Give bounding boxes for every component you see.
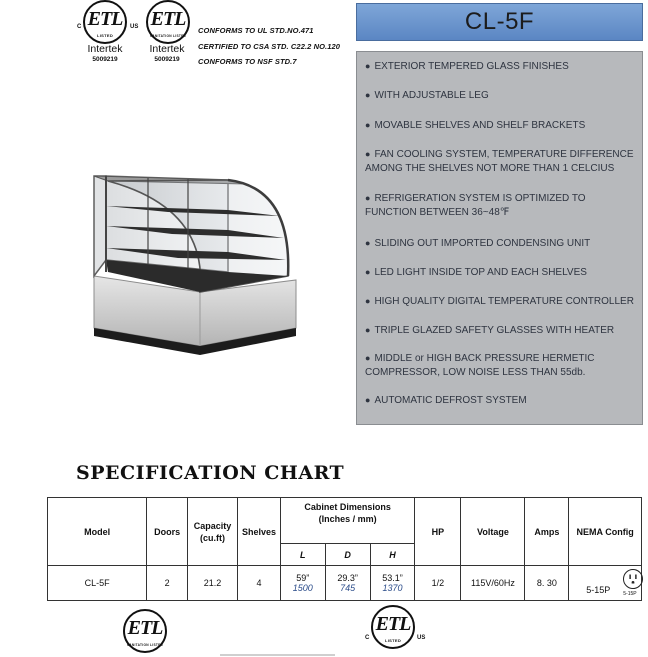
nema-small-label: 5-15P xyxy=(623,591,637,597)
feature-item: ● MIDDLE or HIGH BACK PRESSURE HERMETIC COMPRESSOR, LOW NOISE LESS THAN 55db. xyxy=(365,353,595,378)
header-voltage: Voltage xyxy=(461,498,525,566)
etl-listed-footer-logo xyxy=(365,605,426,649)
cell-depth xyxy=(325,566,370,601)
etl-ring-text: SANITATION LISTED xyxy=(126,643,164,647)
cell-hp: 1/2 xyxy=(415,566,461,601)
bullet-icon: ● xyxy=(365,353,371,363)
header-shelves: Shelves xyxy=(238,498,281,566)
length-mm: 1500 xyxy=(292,583,313,593)
bullet-icon: ● xyxy=(365,149,371,159)
spec-table xyxy=(47,497,642,601)
conformance-line: CERTIFIED TO CSA STD. C22.2 NO.120 xyxy=(198,41,341,51)
conformance-list xyxy=(198,25,340,72)
feature-item: ● REFRIGERATION SYSTEM IS OPTIMIZED TO FUNCTION BETWEEN 36~48℉ xyxy=(365,193,586,218)
etl-listed-logo xyxy=(77,0,139,44)
bullet-icon: ● xyxy=(365,193,371,203)
length-inches: 59” xyxy=(296,573,310,583)
cell-nema xyxy=(569,566,642,601)
bullet-icon: ● xyxy=(365,238,371,248)
bullet-icon: ● xyxy=(365,395,371,405)
etl-ring-text: LISTED xyxy=(96,33,114,38)
nema-config: 5-15P xyxy=(586,585,611,595)
header-nema: NEMA Config xyxy=(569,498,642,566)
height-mm: 1370 xyxy=(382,583,403,593)
header-capacity: Capacity (cu.ft) xyxy=(187,498,237,566)
header-d: D xyxy=(325,544,370,566)
etl-letters: ETL xyxy=(375,613,411,635)
depth-inches: 29.3” xyxy=(337,573,358,583)
feature-item: ● SLIDING OUT IMPORTED CONDENSING UNIT xyxy=(365,238,591,249)
etl-letters: ETL xyxy=(127,617,163,639)
cell-length xyxy=(280,566,325,601)
feature-item: ● EXTERIOR TEMPERED GLASS FINISHES xyxy=(365,61,569,72)
feature-item: ● WITH ADJUSTABLE LEG xyxy=(365,90,489,101)
header-model: Model xyxy=(48,498,147,566)
feature-item: ● LED LIGHT INSIDE TOP AND EACH SHELVES xyxy=(365,267,587,278)
feature-item: ● TRIPLE GLAZED SAFETY GLASSES WITH HEATER xyxy=(365,325,615,336)
header-dimensions: Cabinet Dimensions (Inches / mm) xyxy=(280,498,415,544)
cell-voltage: 115V/60Hz xyxy=(461,566,525,601)
us-mark: US xyxy=(417,635,426,641)
cell-model: CL-5F xyxy=(48,566,147,601)
bullet-icon: ● xyxy=(365,296,371,306)
etl-sanitation-logo xyxy=(146,0,190,44)
cell-capacity: 21.2 xyxy=(187,566,237,601)
feature-item: ● AUTOMATIC DEFROST SYSTEM xyxy=(365,395,527,406)
c-mark: C xyxy=(365,635,370,641)
conformance-line: CONFORMS TO NSF STD.7 xyxy=(198,57,297,66)
model-title: CL-5F xyxy=(356,3,643,41)
bullet-icon: ● xyxy=(365,61,371,71)
bullet-icon: ● xyxy=(365,325,371,335)
cert-number: 5009219 xyxy=(92,56,118,63)
header-h: H xyxy=(370,544,415,566)
feature-item: ● MOVABLE SHELVES AND SHELF BRACKETS xyxy=(365,120,586,131)
feature-item: ● FAN COOLING SYSTEM, TEMPERATURE DIFFERENCE AMONG THE SHELVES NOT MORE THAN 1 CELCIUS xyxy=(365,149,634,174)
cert-number: 5009219 xyxy=(154,56,180,63)
bullet-icon: ● xyxy=(365,90,371,100)
us-mark: US xyxy=(130,24,139,30)
etl-sanitation-footer-logo xyxy=(123,609,167,653)
etl-ring-text: LISTED xyxy=(384,638,402,643)
bullet-icon: ● xyxy=(365,120,371,130)
etl-ring-text: SANITATION LISTED xyxy=(149,34,187,38)
depth-mm: 745 xyxy=(340,583,356,593)
etl-letters: ETL xyxy=(150,8,186,30)
bottom-divider xyxy=(220,654,335,656)
cell-height xyxy=(370,566,415,601)
bullet-icon: ● xyxy=(365,267,371,277)
intertek-label: Intertek xyxy=(149,43,185,55)
cell-shelves: 4 xyxy=(238,566,281,601)
header-l: L xyxy=(280,544,325,566)
display-case-photo xyxy=(88,168,306,358)
intertek-label: Intertek xyxy=(87,43,123,55)
feature-panel xyxy=(356,51,643,425)
etl-letters: ETL xyxy=(87,8,123,30)
header-hp: HP xyxy=(415,498,461,566)
c-mark: C xyxy=(77,24,82,30)
plug-outlet-icon xyxy=(623,569,643,589)
header-amps: Amps xyxy=(525,498,569,566)
cell-amps: 8. 30 xyxy=(525,566,569,601)
cell-doors: 2 xyxy=(147,566,188,601)
height-inches: 53.1” xyxy=(382,573,403,583)
conformance-line: CONFORMS TO UL STD.NO.471 xyxy=(198,26,314,35)
spec-chart-title: SPECIFICATION CHART xyxy=(76,462,345,484)
header-doors: Doors xyxy=(147,498,188,566)
feature-item: ● HIGH QUALITY DIGITAL TEMPERATURE CONTROLLER xyxy=(365,296,634,307)
